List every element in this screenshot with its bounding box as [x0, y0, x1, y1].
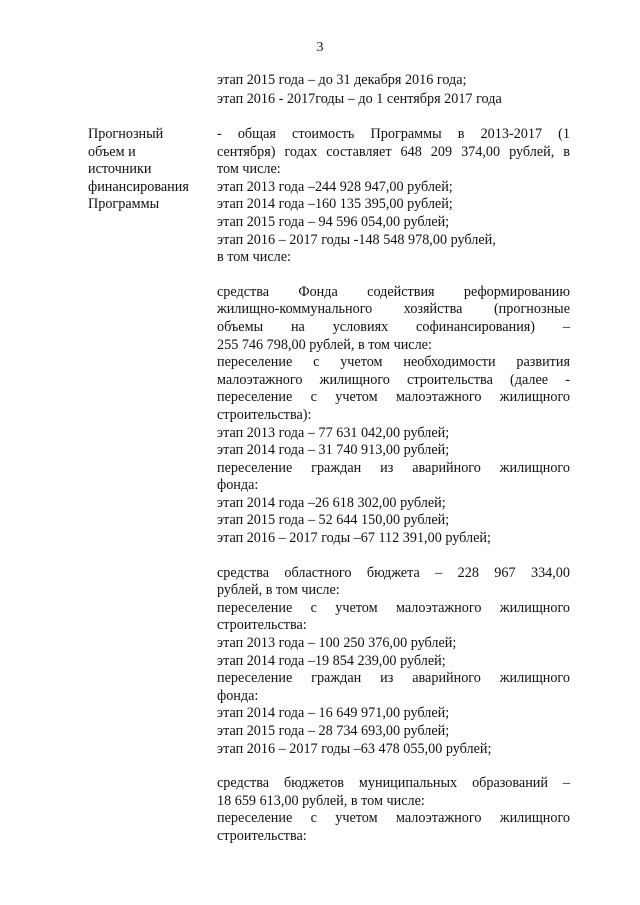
text-line: этап 2016 – 2017 годы –67 112 391,00 рублей; [217, 530, 491, 547]
text-line: том числе: [217, 161, 281, 178]
label-line: Программы [88, 196, 160, 212]
text-line: переселение с учетом малоэтажного жилищного [217, 810, 570, 827]
section-label [88, 126, 208, 214]
text-line: средства областного бюджета – 228 967 334,00 [217, 564, 570, 581]
text-line: малоэтажного жилищного строительства (далее - [217, 371, 570, 388]
text-line: средства Фонда содействия реформированию [217, 283, 570, 300]
text-line: переселение с учетом необходимости развития [217, 354, 570, 371]
label-line: финансирования [88, 178, 189, 195]
text-line: фонда: [217, 477, 259, 494]
municipal-budget-block [217, 775, 570, 845]
text-line: средства бюджетов муниципальных образований – [217, 775, 570, 792]
text-line: этап 2014 года – 16 649 971,00 рублей; [217, 705, 450, 722]
text-line: этап 2015 года – 28 734 693,00 рублей; [217, 723, 450, 739]
label-line: объем и [88, 143, 136, 160]
text-line: 18 659 613,00 рублей, в том числе: [217, 792, 425, 809]
text-line: строительства: [217, 617, 307, 634]
label-line: источники [88, 161, 152, 177]
text-line: этап 2016 – 2017 годы –63 478 055,00 рублей; [217, 740, 492, 757]
text-line: переселение граждан из аварийного жилищного [217, 459, 570, 476]
text-line: рублей, в том числе: [217, 582, 340, 599]
text-line: переселение с учетом малоэтажного жилищного [217, 389, 570, 406]
text-line: фонда: [217, 687, 259, 704]
text-line: этап 2014 года –19 854 239,00 рублей; [217, 652, 446, 669]
text-line: - общая стоимость Программы в 2013-2017 (1 [217, 126, 570, 142]
intro-stage-dates [217, 71, 577, 108]
text-line: этап 2015 года – 52 644 150,00 рублей; [217, 512, 450, 529]
fund-block [217, 284, 570, 548]
total-cost-block [217, 126, 570, 267]
text-line: этап 2013 года –244 928 947,00 рублей; [217, 178, 453, 195]
text-line: строительства): [217, 406, 312, 423]
text-line: этап 2013 года – 100 250 376,00 рублей; [217, 635, 457, 652]
intro-line: этап 2016 - 2017годы – до 1 сентября 2017 года [217, 90, 502, 107]
text-line: сентября) годах составляет 648 209 374,00 рублей, в [217, 143, 570, 160]
label-line: Прогнозный [88, 126, 164, 142]
page-number: 3 [316, 40, 324, 55]
text-line: в том числе: [217, 249, 291, 266]
text-line: этап 2014 года – 31 740 913,00 рублей; [217, 442, 450, 459]
text-line: переселение граждан из аварийного жилищного [217, 670, 570, 687]
text-line: этап 2014 года –26 618 302,00 рублей; [217, 494, 446, 511]
text-line: строительства: [217, 827, 307, 844]
text-line: переселение с учетом малоэтажного жилищного [217, 599, 570, 616]
funding-content [217, 126, 570, 846]
text-line: этап 2016 – 2017 годы -148 548 978,00 рублей, [217, 231, 496, 248]
text-line: жилищно-коммунального хозяйства (прогнозные [217, 301, 570, 318]
regional-budget-block [217, 565, 570, 759]
text-line: объемы на условиях софинансирования) – [217, 318, 570, 335]
text-line: этап 2013 года – 77 631 042,00 рублей; [217, 424, 450, 441]
text-line: 255 746 798,00 рублей, в том числе: [217, 336, 432, 353]
intro-line: этап 2015 года – до 31 декабря 2016 года; [217, 72, 467, 88]
text-line: этап 2014 года –160 135 395,00 рублей; [217, 196, 453, 213]
text-line: этап 2015 года – 94 596 054,00 рублей; [217, 213, 450, 230]
